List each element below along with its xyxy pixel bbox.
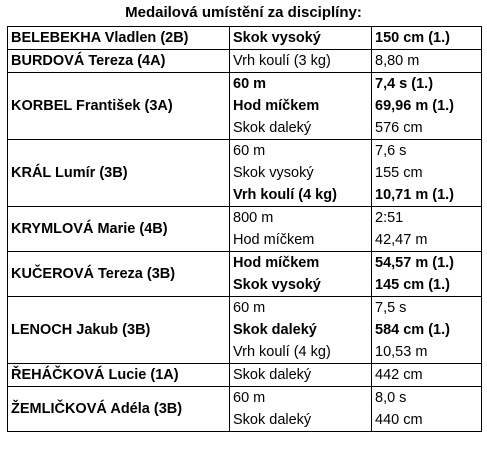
result-value: 10,53 m — [375, 344, 428, 360]
discipline-label: Skok vysoký — [233, 165, 314, 181]
athlete-name: ŽEMLIČKOVÁ Adéla (3B) — [8, 387, 230, 432]
table-row — [8, 27, 482, 50]
discipline-label: 60 m — [233, 76, 267, 92]
table-row — [8, 252, 482, 297]
result-cell — [372, 387, 482, 432]
discipline-label: Skok vysoký — [233, 30, 321, 46]
result-cell — [372, 252, 482, 297]
result-value: 584 cm (1.) — [375, 322, 450, 338]
result-cell — [372, 207, 482, 252]
athlete-name: KUČEROVÁ Tereza (3B) — [8, 252, 230, 297]
result-cell — [372, 364, 482, 387]
result-value: 7,4 s (1.) — [375, 76, 434, 92]
discipline-label: 60 m — [233, 390, 266, 406]
result-value: 69,96 m (1.) — [375, 98, 454, 114]
discipline-label: Vrh koulí (4 kg) — [233, 187, 337, 203]
medals-table — [7, 26, 482, 432]
athlete-name: LENOCH Jakub (3B) — [8, 297, 230, 364]
discipline-cell — [230, 387, 372, 432]
discipline-label: Vrh koulí (4 kg) — [233, 344, 331, 360]
result-cell — [372, 50, 482, 73]
result-value: 442 cm — [375, 367, 423, 383]
result-value: 150 cm (1.) — [375, 30, 450, 46]
table-row — [8, 364, 482, 387]
table-row — [8, 297, 482, 364]
result-value: 7,6 s — [375, 143, 407, 159]
result-value: 8,0 s — [375, 390, 407, 406]
result-value: 42,47 m — [375, 232, 428, 248]
athlete-name: BURDOVÁ Tereza (4A) — [8, 50, 230, 73]
discipline-cell — [230, 73, 372, 140]
athlete-name: BELEBEKHA Vladlen (2B) — [8, 27, 230, 50]
result-value: 2:51 — [375, 210, 404, 226]
athlete-name: KRYMLOVÁ Marie (4B) — [8, 207, 230, 252]
result-cell — [372, 27, 482, 50]
discipline-label: Hod míčkem — [233, 98, 320, 114]
discipline-label: Skok daleký — [233, 120, 312, 136]
result-value: 10,71 m (1.) — [375, 187, 454, 203]
discipline-cell — [230, 364, 372, 387]
discipline-cell — [230, 252, 372, 297]
discipline-cell — [230, 27, 372, 50]
discipline-label: 60 m — [233, 300, 266, 316]
table-row — [8, 140, 482, 207]
discipline-label: Skok daleký — [233, 367, 312, 383]
result-value: 7,5 s — [375, 300, 407, 316]
discipline-label: 60 m — [233, 143, 266, 159]
discipline-label: Hod míčkem — [233, 232, 315, 248]
result-value: 54,57 m (1.) — [375, 255, 454, 271]
discipline-cell — [230, 140, 372, 207]
athlete-name: KORBEL František (3A) — [8, 73, 230, 140]
discipline-cell — [230, 207, 372, 252]
table-row — [8, 387, 482, 432]
result-value: 145 cm (1.) — [375, 277, 450, 293]
result-cell — [372, 140, 482, 207]
result-cell — [372, 297, 482, 364]
table-row — [8, 73, 482, 140]
athlete-name: KRÁL Lumír (3B) — [8, 140, 230, 207]
result-cell — [372, 73, 482, 140]
discipline-label: Vrh koulí (3 kg) — [233, 53, 331, 69]
medals-table-body — [8, 27, 482, 432]
discipline-label: Skok vysoký — [233, 277, 321, 293]
result-value: 8,80 m — [375, 53, 420, 69]
discipline-label: Hod míčkem — [233, 255, 320, 271]
athlete-name: ŘEHÁČKOVÁ Lucie (1A) — [8, 364, 230, 387]
result-value: 440 cm — [375, 412, 423, 428]
discipline-label: Skok daleký — [233, 412, 312, 428]
table-row — [8, 207, 482, 252]
discipline-label: Skok daleký — [233, 322, 317, 338]
table-row — [8, 50, 482, 73]
discipline-label: 800 m — [233, 210, 274, 226]
result-value: 576 cm — [375, 120, 423, 136]
page-title: Medailová umístění za disciplíny: — [125, 4, 362, 21]
discipline-cell — [230, 50, 372, 73]
result-value: 155 cm — [375, 165, 423, 181]
discipline-cell — [230, 297, 372, 364]
